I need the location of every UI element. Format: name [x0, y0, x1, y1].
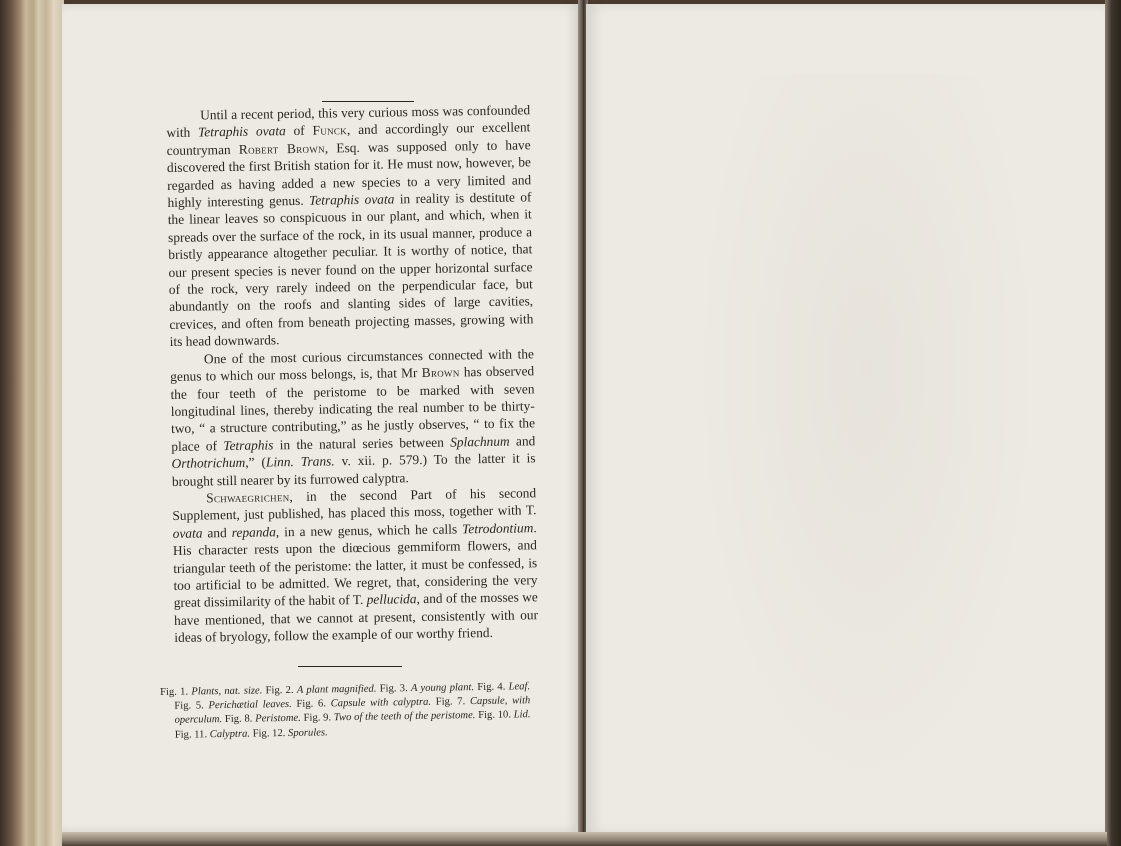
italic-run: Lid. — [513, 709, 531, 721]
paragraph: Schwaegrichen, in the second Part of his second Supplement, just published, has placed this moss, together with T. ovata and repanda, in a new genus, which he calls Tetrodontium. His character rests upon the diœcious gemmiform flowers, and triangular teeth of the peristome: the latter, it must be confessed, is too artificial to be admitted. We regret, that, considering the very great dissimilarity of the habit of T. pellucida, and of the mosses we have mentioned, that we cannot at present, consistently with our ideas of bryology, follow the example of our worthy friend. — [172, 485, 539, 646]
book-bottom-edge — [62, 832, 1107, 846]
italic-run: Peristome. — [255, 713, 301, 725]
italic-run: Tetraphis — [223, 437, 274, 453]
italic-run: Linn. Trans. — [265, 453, 335, 470]
italic-run: A young plant. — [410, 682, 475, 695]
book-edge-right — [1105, 0, 1121, 846]
italic-run: repanda — [231, 524, 276, 540]
italic-run: Calyptra. — [209, 728, 251, 740]
italic-run: Capsule, with operculum. — [174, 695, 531, 727]
italic-run: Tetrodontium — [461, 520, 534, 537]
italic-run: Orthotrichum — [171, 454, 246, 472]
paragraph: One of the most curious circumstances connected with the genus to which our moss belongs, is, that Mr Brown has observed the four teeth of the peristome to be marked with seven longitudinal lines, thereby indicating the real number to be thirty-two, “ a structure contributing,” as he justly observes, “ to fix the place of Tetraphis in the natural series between Splachnum and Orthotrichum,” (Linn. Trans. v. xii. p. 579.) To the latter it is brought still nearer by its furrowed calyptra. — [170, 345, 536, 489]
figure-captions — [160, 680, 531, 743]
show-through-bleed — [686, 74, 1046, 814]
top-rule — [322, 101, 414, 102]
book-edge-left — [0, 0, 64, 846]
captions-text: Fig. 1. Plants, nat. size. Fig. 2. A plant magnified. Fig. 3. A young plant. Fig. 4. Leaf. Fig. 5. Perichætial leaves. Fig. 6. Capsule with calyptra. Fig. 7. Capsule, with operculum. Fig. 8. Peristome. Fig. 9. Two of the teeth of the peristome. Fig. 10. Lid. Fig. 11. Calyptra. Fig. 12. Sporules. — [160, 681, 531, 741]
italic-run: Leaf. — [508, 681, 531, 693]
italic-run: Plants, nat. size. — [191, 685, 263, 698]
right-page-blank — [586, 4, 1106, 834]
small-caps-run: Schwaegrichen — [206, 489, 290, 506]
italic-run: Tetraphis ovata — [197, 123, 286, 140]
small-caps-run: Funck — [312, 122, 348, 139]
italic-run: Splachnum — [450, 433, 510, 450]
italic-run: ovata — [172, 525, 203, 541]
paragraph: Until a recent period, this very curious moss was confounded with Tetraphis ovata of Funck, and accordingly our excellent countryman Robert Brown, Esq. was supposed only to have discovered the first British station for it. He must now, however, be regarded as having added a new species to a very limited and highly interesting genus. Tetraphis ovata in reality is destitute of the linear leaves so conspicuous in our plant, and which, when it spreads over the surface of the rock, in its usual manner, produce a bristly appearance altogether peculiar. It is worthy of notice, that our present species is never found on the upper horizontal surface of the rock, very rarely indeed on the perpendicular face, but abundantly on the roofs and slanting sides of large cavities, crevices, and often from beneath projecting masses, growing with its head downwards. — [166, 102, 534, 350]
small-caps-run: Robert Brown — [238, 140, 325, 157]
italic-run: Capsule with calyptra. — [330, 696, 432, 710]
italic-run: Perichætial leaves. — [208, 699, 292, 712]
body-text — [166, 101, 538, 646]
italic-run: Tetraphis ovata — [308, 191, 395, 208]
small-caps-run: Brown — [421, 364, 460, 381]
italic-run: A plant magnified. — [296, 683, 377, 696]
italic-run: Two of the teeth of the peristome. — [333, 710, 476, 724]
italic-run: Sporules. — [287, 726, 328, 739]
bottom-rule — [298, 666, 402, 667]
italic-run: pellucida — [366, 591, 417, 608]
